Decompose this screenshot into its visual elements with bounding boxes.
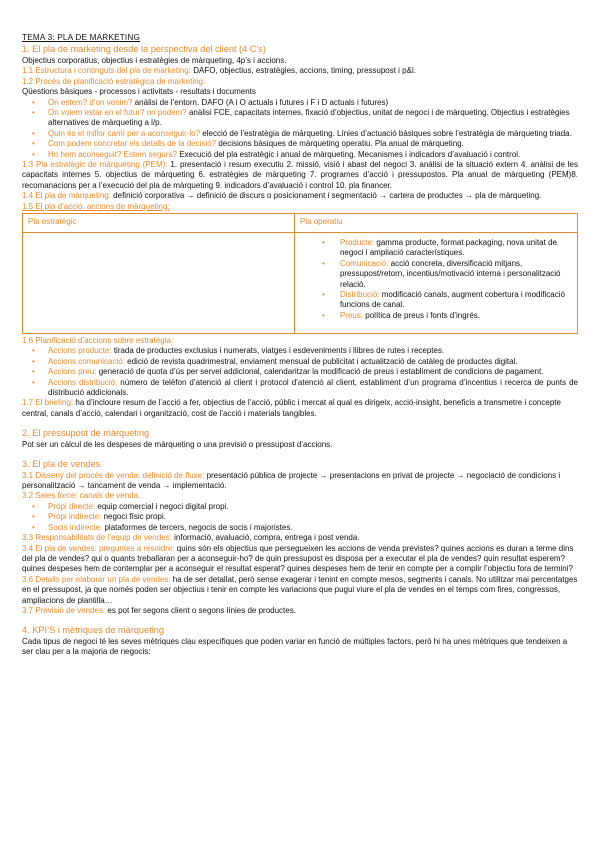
operative-list [300, 238, 572, 321]
text-1-3: 1. presentació i resum executiu 2. missió, visió i abast del negoci 3. anàlisi de la situació extern 4. anàlisi de les capacitats internes 5. objectius de màrqueting 6. estratègies de màrqueting 7. programes d’acció i pressupostos. Pla anual de màrqueting (PEM)8. recomanacions per a l’execució del pla de màrqueting 9. indicadors d’avaluació i control 10. pla financer. [22, 159, 578, 190]
item-text: generació de quota d’ús per servei addicional, calendaritzar la modificació de preus i establiment de condicions de pagament. [96, 367, 544, 377]
section-4-text: Cada tipus de negoci té les seves mètriques clau específiques que poden variar en funció de múltiples factors, però hi ha unes mètriques que tendeixen a ser clau per a la majoria de negocis: [22, 636, 568, 657]
item-label: Propi directe: [48, 501, 96, 511]
paragraph-3-4 [22, 544, 578, 575]
list-item [48, 139, 578, 149]
list-item [340, 290, 572, 311]
list-item [48, 512, 578, 522]
section-1-heading: 1. El pla de marketing desde la perspectiva del client (4 C’s) [22, 44, 266, 55]
paragraph-3-1 [22, 471, 578, 492]
item-label: Comunicació: [339, 258, 389, 268]
list-item [340, 238, 572, 259]
item-text: anàlisi FCE, capacitats internes, fixació d’objectius, unitat de negoci i de màrqueting. Objectius i estratègies alternatives de màrqueting a l/p. [48, 107, 570, 128]
label-1-5: 1.5 El pla d’acció: accions de màrqueting: [22, 201, 170, 211]
item-text: tirada de productes exclusius i numerats, viatges i esdeveniments i llibres de rutes i receptes. [111, 346, 445, 356]
paragraph-3-3 [22, 533, 578, 543]
item-label: On volem estar en el futur? on podem? [48, 107, 187, 117]
item-text: decisions bàsiques de màrqueting operatiu. Pla anual de màrqueting. [216, 139, 464, 149]
paragraph-3-6 [22, 575, 578, 606]
item-label: Producte: [339, 238, 375, 247]
item-label: Accions producte: [48, 346, 112, 356]
list-item [48, 150, 578, 160]
label-1-4: 1.4 El pla de màrqueting: [22, 191, 111, 201]
label-3-4: 3.4 El pla de vendes: preguntes a resoldre: [22, 543, 175, 553]
text-3-6: ha de ser detallat, però sense exagerar i tenint en compte mesos, segments i canals. No utilitzar mai percentatges en el pressupost, ja que només poden ser objectius i tenir en compte les variacions que pugui viure el pla de vendes en el temps com fires, congressos, ampliacions de plantilla… [22, 574, 578, 605]
text-1-1: DAFO, objectius, estratègies, accions, timing, pressupost i p&l. [190, 66, 416, 76]
label-3-6: 3.6 Detalls per elaborar un pla de vendes: [22, 574, 171, 584]
item-text: Execució del pla estratègic i anual de màrqueting. Mecanismes i indicadors d’avaluació i control. [176, 149, 521, 159]
list-item [48, 98, 578, 108]
item-text: equip comercial i negoci digital propi. [95, 501, 229, 511]
item-label: Distribució: [339, 290, 380, 300]
paragraph-1-4 [22, 191, 578, 201]
text-3-3: informació, avaluació, compra, entrega i post venda. [171, 533, 360, 543]
section-2-text: Pot ser un càlcul de les despeses de màrqueting o una previsió o pressupost d’accions. [22, 439, 333, 449]
label-3-1: 3.1 Disseny del procés de venda: definició de fluxe: [22, 470, 205, 480]
list-1-2 [22, 98, 578, 160]
label-3-2: 3.2 Sales force: canals de venda: [22, 491, 141, 501]
table-cell-strategic [23, 233, 295, 334]
document-title: TEMA 3: PLA DE MARKETING [22, 33, 141, 42]
item-label: Accions distribució: [48, 377, 118, 387]
item-label: Preus: [339, 310, 364, 320]
document-page [22, 33, 578, 658]
item-text: edició de revista quadrimestral, enviament mensual de publicitat i actualització de catàleg de productes digital. [124, 356, 518, 366]
label-3-3: 3.3 Responsabilitats de l’equip de vendes: [22, 533, 172, 543]
item-label: Propi indirecte: [48, 512, 102, 522]
section-4-heading: 4. KPI’S i mètriques de màrqueting [22, 625, 164, 636]
item-text: negoci físic propi. [101, 512, 166, 522]
item-label: Ho hem aconseguit? Estem segurs? [48, 149, 177, 159]
label-3-7: 3.7 Previsió de vendes: [22, 605, 106, 615]
table-header-operative: Pla operatiu [294, 214, 577, 233]
item-text: número de telèfon d’atenció al client i protocol d’atenció al client, establiment d’un programa d’incentius i recerca de punts de distribució addicionals. [48, 377, 578, 398]
label-1-3: 1.3 Pla estratègic de màrqueting (PEM): [22, 159, 168, 169]
paragraph-1-3 [22, 160, 578, 191]
text-1-2-intro: Qüestions bàsiques - processos i activitats - resultats i documents [22, 87, 256, 97]
label-1-6: 1.6 Planificació d’accions sobre estratègia: [22, 336, 174, 345]
text-3-7: es pot fer segons client o segons línies de productes. [105, 605, 296, 615]
section-2-heading: 2. El pressupost de màrqueting [22, 428, 150, 439]
label-1-1: 1.1 Estructura i continguts del pla de marketing: [22, 66, 191, 76]
list-item [48, 378, 578, 399]
list-item [48, 523, 578, 533]
label-1-7: 1.7 El briefing: [22, 398, 74, 408]
list-1-6 [22, 346, 578, 398]
section-3-heading: 3. El pla de vendes [22, 459, 101, 470]
list-item [48, 502, 578, 512]
list-item [340, 311, 572, 321]
text-3-1: presentació pública de projecte → presentacions en privat de projecte → negociació de condicions i personalització → tancament de venda → implementació. [22, 470, 561, 491]
item-label: On estem? d’on venim? [48, 97, 133, 107]
action-plan-table [22, 213, 578, 334]
item-text: anàlisi de l’entorn. DAFO (A i O actuals i futures i F i D actuals i futures) [132, 97, 389, 107]
label-1-2: 1.2 Procés de planificació estratègica de marketing: [22, 76, 206, 86]
section-1-intro: Objectius corporatius, objectius i estratègies de màrqueting, 4p’s i accions. [22, 55, 287, 65]
text-1-7: ha d’incloure resum de l’acció a fer, objectius de l’acció, públic i mercat al qual es dirigeix, acció-insight, beneficis a transmetre i concepte central, canals d’acció, calendari i organització, cost de l’acció i materials tangibles. [22, 398, 561, 418]
item-text: modificació canals, augment cobertura i modificació funcions de canal. [339, 290, 565, 310]
list-3-2 [22, 502, 578, 533]
list-item [48, 346, 578, 356]
item-text: plataformes de tercers, negocis de socis i majoristes. [102, 522, 293, 532]
item-label: Socis indirecte: [48, 522, 103, 532]
item-text: gamma producte, format packaging, nova unitat de negoci i ampliació característiques. [339, 238, 557, 258]
list-item [48, 357, 578, 367]
text-3-4: quins són els objectius que persegueixen les accions de venda previstes? quines accions es duran a terme dins del pla de vendes? qui o quants treballaran per a aconseguir-ho? de quin pressupost es disposa per a executar el pla de vendes? quin resultat esperem? quines despeses hem de contemplar per a aconseguir el resultat esperat? quines despeses hem de tenir en compte per a complir l’objectiu fora de termini? [22, 543, 574, 574]
item-label: Com podem concretar els detalls de la decisió? [48, 139, 217, 149]
item-label: Quin és el millor camí per a aconseguir-lo? [48, 128, 201, 138]
paragraph-3-7 [22, 606, 578, 616]
item-text: política de preus i fonts d’ingrés. [363, 310, 481, 320]
table-header-strategic: Pla estratègic [23, 214, 295, 233]
text-1-4: definició corporativa → definició de discurs o posicionament i segmentació → cartera de productes → pla de màrqueting. [110, 191, 542, 201]
paragraph-1-7 [22, 398, 578, 419]
list-item [48, 367, 578, 377]
item-label: Accions preu: [48, 367, 97, 377]
list-item [48, 129, 578, 139]
list-item [48, 108, 578, 129]
item-label: Accions comunicació: [48, 356, 125, 366]
table-cell-operative [294, 233, 577, 334]
list-item [340, 259, 572, 290]
item-text: acció concreta, diversificació mitjans, pressupost/retorn, incentius/motivació interna i personalització relació. [339, 258, 561, 289]
item-text: elecció de l’estratègia de màrqueting. Línies d’actuació bàsiques sobre l’estratègia de màrqueting triada. [200, 128, 572, 138]
paragraph-1-1 [22, 66, 578, 76]
